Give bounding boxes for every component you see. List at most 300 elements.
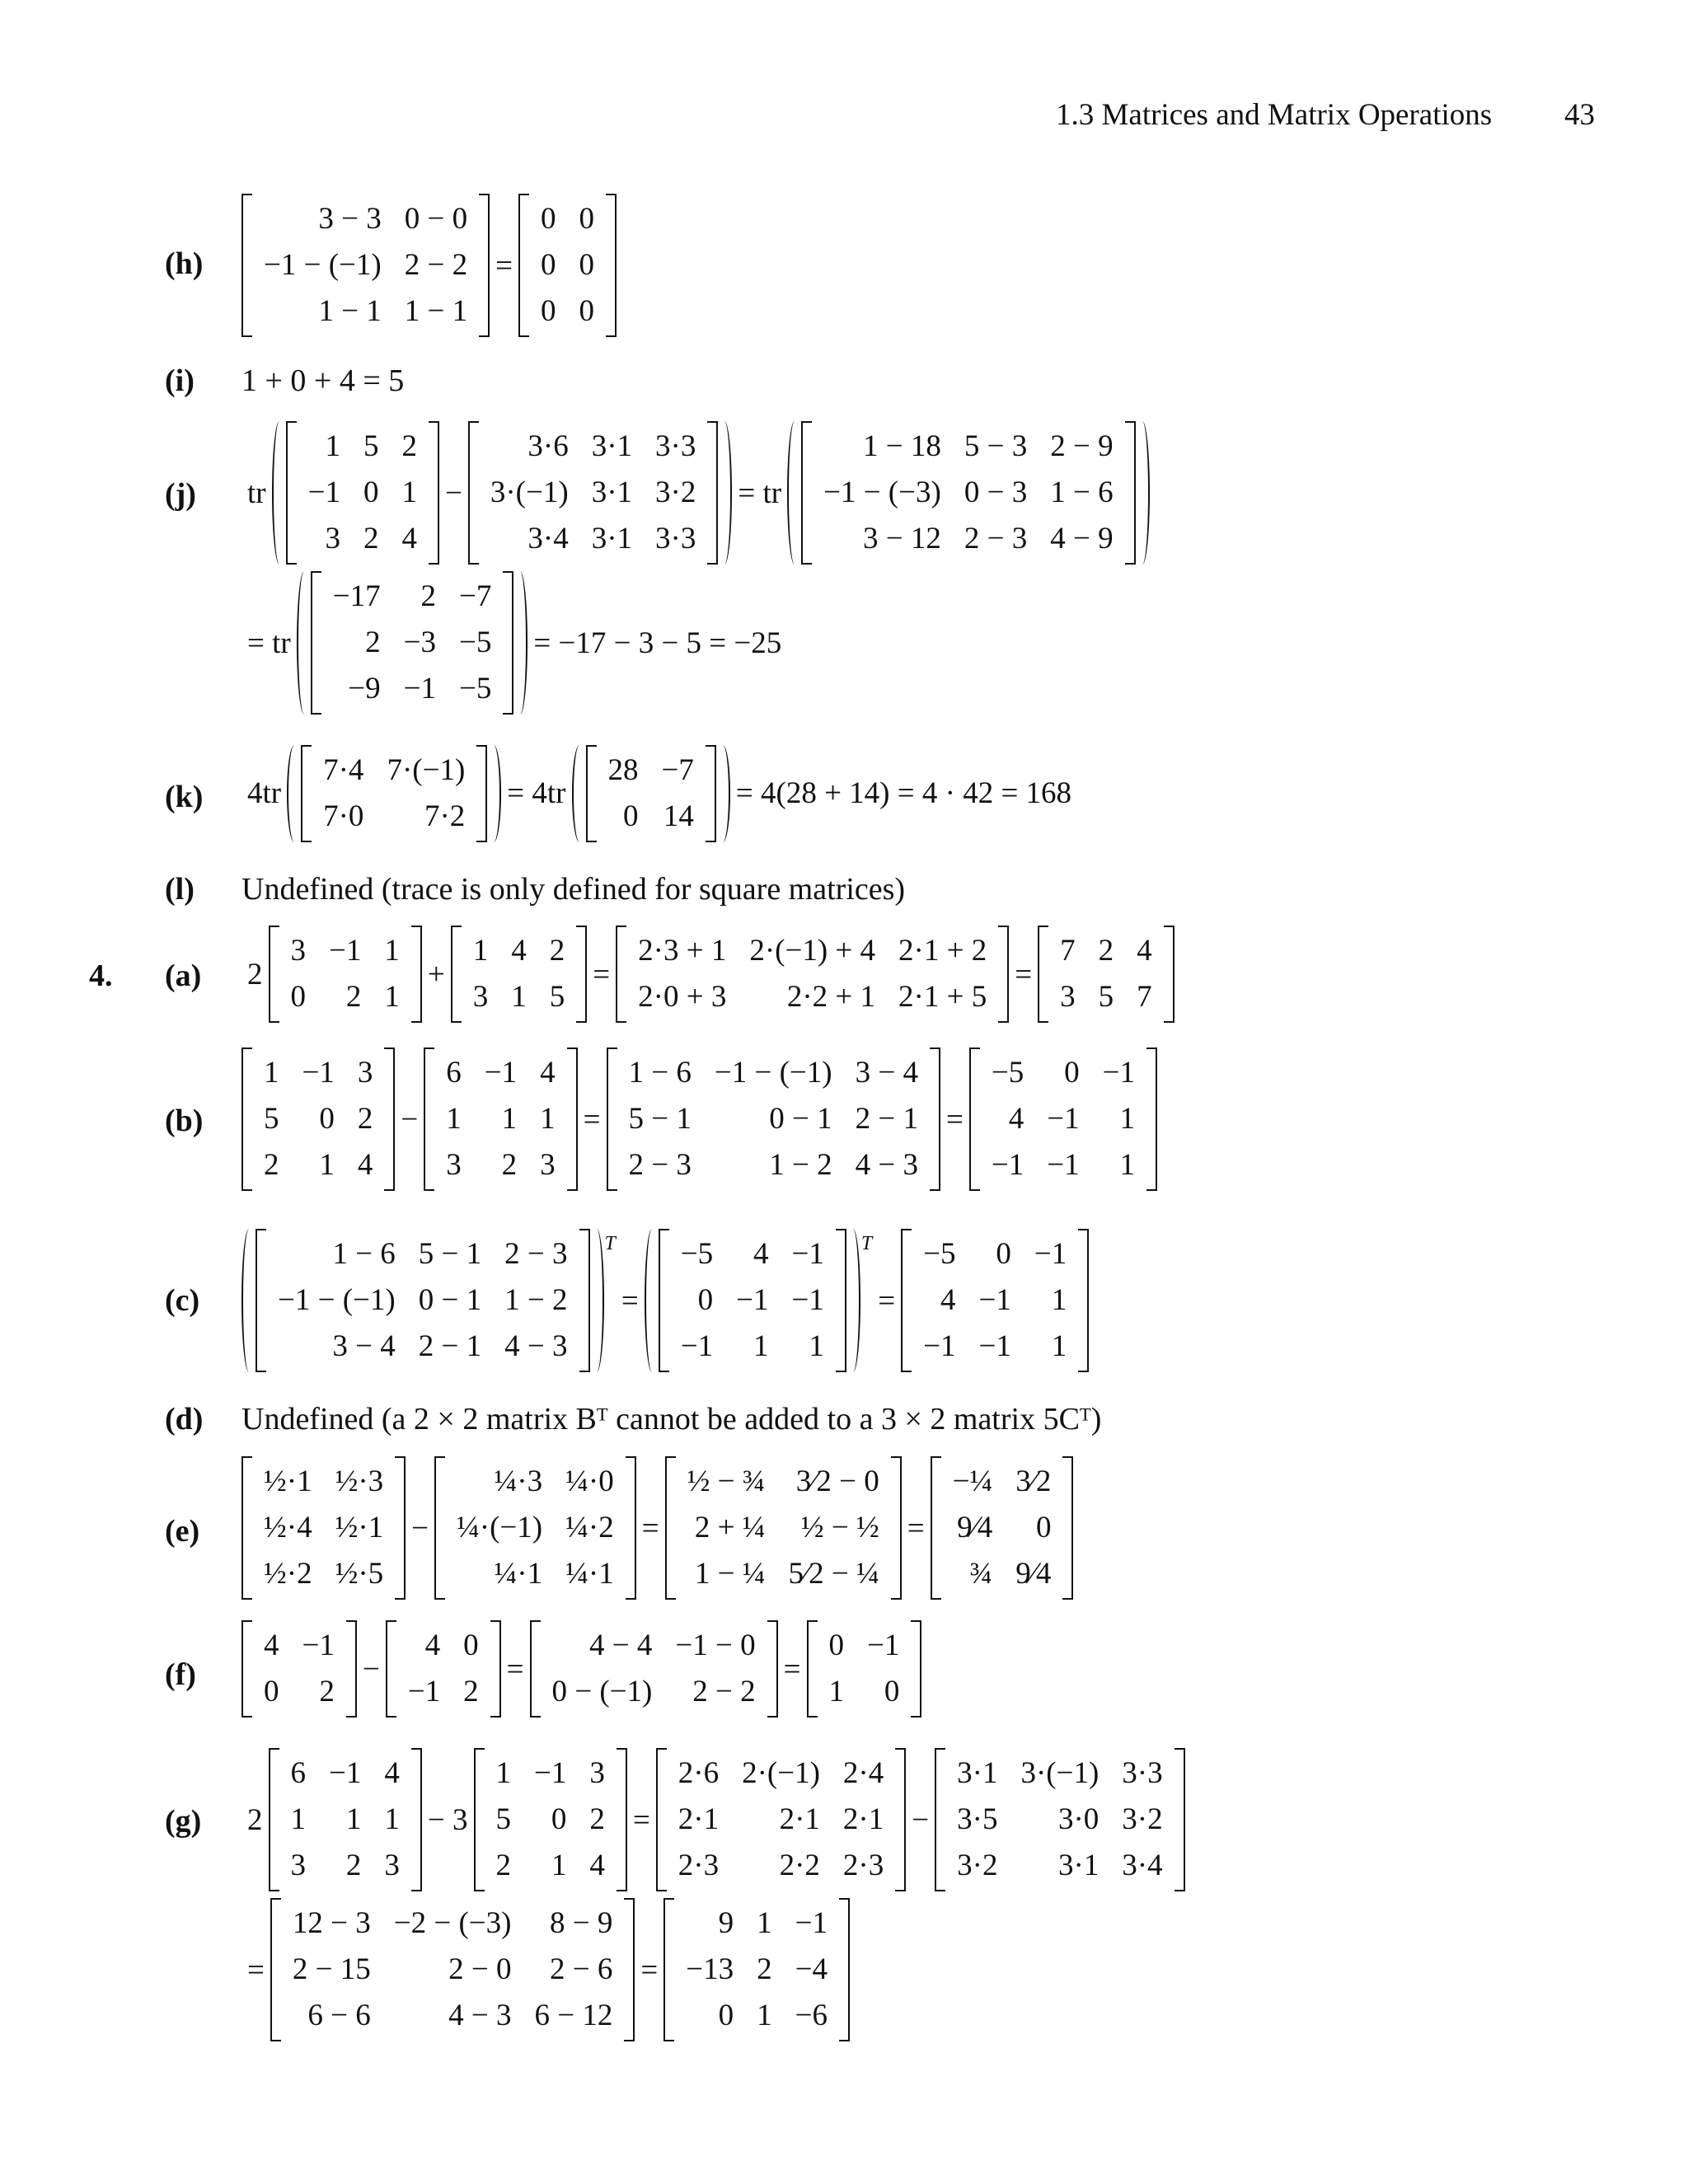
matrix-body xyxy=(617,1050,931,1188)
matrix-body xyxy=(321,574,504,712)
matrix-cell: −1 xyxy=(534,1756,567,1790)
matrix-cell: 0 xyxy=(996,1237,1011,1271)
matrix-row xyxy=(617,1096,931,1142)
problem-number-4: 4. xyxy=(89,958,113,993)
matrix-cell: 1 xyxy=(501,1102,518,1136)
matrix xyxy=(451,926,588,1023)
right-paren xyxy=(720,421,732,565)
matrix-cell: 1 xyxy=(384,934,400,968)
matrix-cell: ½·2 xyxy=(264,1557,312,1591)
matrix-cell: 2·2 + 1 xyxy=(786,980,876,1014)
matrix-cell: 4 − 3 xyxy=(855,1148,918,1182)
matrix-cell: 3·2 xyxy=(957,1849,998,1882)
matrix-cell: 1 xyxy=(446,1102,462,1136)
parenthesized-group xyxy=(297,571,528,715)
matrix-cell: −1 xyxy=(484,1056,518,1090)
matrix-row xyxy=(312,748,476,794)
matrix-row xyxy=(485,1843,617,1889)
operator: 2 xyxy=(247,957,263,991)
matrix-cell: 5 − 1 xyxy=(628,1102,692,1136)
left-paren xyxy=(572,745,584,842)
matrix xyxy=(901,1229,1089,1372)
matrix-cell: −9 xyxy=(348,672,381,705)
matrix-cell: 4 xyxy=(753,1237,769,1271)
operator: = xyxy=(878,1283,896,1318)
matrix-body xyxy=(252,196,479,335)
matrix-row xyxy=(667,1750,896,1797)
matrix-cell: 1 xyxy=(551,1849,567,1882)
matrix-cell: 4 xyxy=(589,1849,605,1882)
paren-content xyxy=(657,1229,848,1372)
right-paren xyxy=(718,745,730,842)
matrix-cell: 2 − 6 xyxy=(550,1952,613,1986)
right-bracket xyxy=(836,1229,846,1372)
left-bracket xyxy=(656,1748,667,1891)
matrix xyxy=(386,1620,501,1718)
matrix-cell: −5 xyxy=(923,1237,956,1271)
matrix-row xyxy=(1048,974,1164,1020)
matrix-cell: 2·4 xyxy=(842,1756,884,1790)
matrix-cell: 3·3 xyxy=(655,522,696,555)
matrix-cell: 5 xyxy=(264,1102,279,1136)
label-4e: (e) xyxy=(165,1514,200,1549)
matrix-row xyxy=(281,1900,625,1947)
matrix-cell: −2 − (−3) xyxy=(393,1906,512,1940)
matrix-cell: 1 xyxy=(345,1802,362,1836)
matrix-row xyxy=(617,1142,931,1188)
left-paren xyxy=(241,1229,254,1372)
matrix xyxy=(269,926,422,1023)
matrix-cell: −5 xyxy=(458,672,492,705)
right-bracket xyxy=(384,1047,395,1191)
matrix xyxy=(586,745,716,842)
matrix xyxy=(434,1456,636,1600)
right-bracket xyxy=(346,1620,357,1718)
transpose-mark: T xyxy=(860,1233,873,1254)
matrix-row xyxy=(266,1324,579,1370)
paren-content xyxy=(799,421,1137,565)
matrix-cell: 3 xyxy=(290,934,306,968)
equation-j-line1 xyxy=(241,425,1150,560)
matrix-cell: 3·1 xyxy=(957,1756,998,1790)
matrix-cell: 3⁄2 xyxy=(1015,1465,1052,1498)
matrix-cell: ½ − ½ xyxy=(800,1511,879,1544)
matrix-cell: 3 xyxy=(472,980,489,1014)
matrix-row xyxy=(529,196,606,242)
operator: − xyxy=(912,1802,930,1837)
matrix xyxy=(969,1047,1157,1191)
operator: = xyxy=(641,1511,659,1545)
matrix-cell: 5 xyxy=(549,980,565,1014)
matrix-row xyxy=(462,928,577,974)
matrix-row xyxy=(279,1797,411,1843)
matrix-row xyxy=(980,1142,1146,1188)
parenthesized-group xyxy=(645,1229,860,1372)
matrix xyxy=(518,194,617,337)
right-bracket xyxy=(411,1748,422,1891)
matrix-cell: 5 − 1 xyxy=(418,1237,482,1271)
matrix-cell: 0 xyxy=(697,1283,714,1317)
matrix-cell: 1 − ¼ xyxy=(694,1557,766,1591)
matrix-cell: 2·6 xyxy=(678,1756,720,1790)
matrix-row xyxy=(667,1797,896,1843)
matrix-body xyxy=(312,748,476,840)
left-bracket xyxy=(241,1047,252,1191)
left-bracket xyxy=(931,1456,941,1600)
matrix-cell: 0 − (−1) xyxy=(551,1675,653,1708)
left-paren xyxy=(297,571,309,715)
left-bracket xyxy=(468,421,479,565)
matrix-body xyxy=(818,1623,912,1715)
equation-4a xyxy=(241,930,1175,1019)
matrix-cell: −1 xyxy=(302,1629,335,1662)
matrix-cell: ½·5 xyxy=(335,1557,384,1591)
label-k: (k) xyxy=(165,780,204,814)
matrix-cell: 1 xyxy=(1119,1148,1135,1182)
matrix-row xyxy=(321,574,504,620)
matrix-cell: 1 xyxy=(290,1802,306,1836)
matrix-cell: 0 xyxy=(363,476,379,509)
matrix-cell: ½·3 xyxy=(335,1465,384,1498)
matrix-cell: 0 xyxy=(541,248,556,282)
left-bracket xyxy=(270,1898,281,2041)
matrix xyxy=(935,1748,1185,1891)
matrix-cell: 4 xyxy=(1008,1102,1025,1136)
right-bracket xyxy=(479,194,490,337)
matrix-cell: 4 xyxy=(424,1629,441,1662)
matrix-cell: 1 − 6 xyxy=(1050,476,1114,509)
matrix-cell: −1 − (−1) xyxy=(278,1283,396,1317)
matrix-cell: 2 xyxy=(495,1849,511,1882)
matrix-cell: 2·(−1) + 4 xyxy=(749,934,876,968)
matrix-cell: −1 xyxy=(329,934,362,968)
matrix-row xyxy=(266,1277,579,1324)
matrix-cell: ¼·0 xyxy=(565,1465,614,1498)
matrix-cell: 4 xyxy=(384,1756,400,1790)
operator: = xyxy=(946,1102,964,1137)
matrix-cell: −1 xyxy=(403,672,436,705)
matrix-cell: −¼ xyxy=(952,1465,993,1498)
operator: − xyxy=(411,1511,429,1545)
left-bracket xyxy=(901,1229,912,1372)
matrix-cell: 2·3 + 1 xyxy=(638,934,727,968)
right-bracket xyxy=(767,1620,778,1718)
matrix xyxy=(269,1748,422,1891)
matrix xyxy=(656,1748,907,1891)
matrix-cell: −1 xyxy=(791,1237,824,1271)
matrix-row xyxy=(297,516,429,562)
equation-4g-line2 xyxy=(241,1902,850,2037)
matrix-cell: 5 − 3 xyxy=(964,429,1028,463)
matrix-body xyxy=(945,1750,1175,1889)
matrix-cell: 0 xyxy=(623,799,639,833)
matrix-row xyxy=(812,424,1125,470)
matrix-row xyxy=(674,1947,839,1993)
matrix-cell: 3 xyxy=(384,1849,400,1882)
matrix xyxy=(241,1620,357,1718)
matrix-cell: 7 xyxy=(1137,980,1152,1014)
matrix-cell: ½ − ¾ xyxy=(687,1465,766,1498)
matrix-cell: 0 − 3 xyxy=(964,476,1028,509)
matrix-cell: 3⁄2 − 0 xyxy=(795,1465,879,1498)
matrix-body xyxy=(676,1459,891,1597)
left-bracket xyxy=(386,1620,396,1718)
running-header-title: 1.3 Matrices and Matrix Operations xyxy=(1056,98,1493,132)
matrix-body xyxy=(485,1750,617,1889)
matrix-cell: −4 xyxy=(795,1952,828,1986)
left-paren xyxy=(287,745,299,842)
matrix-cell: 1 xyxy=(319,1148,335,1182)
matrix-row xyxy=(462,974,577,1020)
matrix xyxy=(530,1620,778,1718)
label-4g: (g) xyxy=(165,1804,202,1839)
left-bracket xyxy=(451,926,462,1023)
matrix-row xyxy=(252,1551,395,1597)
matrix-cell: 2 xyxy=(501,1148,518,1182)
matrix-cell: −1 xyxy=(923,1329,956,1363)
matrix-cell: 0 xyxy=(290,980,306,1014)
matrix-row xyxy=(676,1505,891,1551)
matrix-cell: 7·4 xyxy=(323,752,364,787)
matrix-body xyxy=(462,928,577,1020)
matrix-cell: 4 xyxy=(940,1283,956,1317)
transpose-mark: T xyxy=(604,1233,616,1254)
matrix-cell: 0 xyxy=(319,1102,335,1136)
matrix-cell: 7·0 xyxy=(323,799,364,833)
matrix-cell: 0 xyxy=(264,1675,279,1708)
matrix-cell: −1 xyxy=(329,1756,362,1790)
right-bracket xyxy=(998,926,1009,1023)
matrix-cell: 4 xyxy=(401,522,417,555)
matrix-cell: 3 xyxy=(446,1148,462,1182)
matrix-cell: 6 − 6 xyxy=(307,1999,371,2032)
matrix-cell: 4 xyxy=(1137,934,1152,968)
matrix-cell: 1 xyxy=(809,1329,824,1363)
matrix-row xyxy=(617,1050,931,1096)
matrix-cell: 3 xyxy=(325,522,340,555)
matrix-row xyxy=(980,1096,1146,1142)
matrix-row xyxy=(434,1096,566,1142)
matrix-row xyxy=(266,1231,579,1277)
matrix-cell: −1 xyxy=(1047,1102,1080,1136)
matrix-cell: 7·(−1) xyxy=(387,752,466,787)
equation-4c xyxy=(241,1230,1089,1371)
right-bracket xyxy=(895,1748,906,1891)
left-bracket xyxy=(659,1229,669,1372)
matrix-row xyxy=(252,1623,346,1669)
matrix-cell: 3·5 xyxy=(957,1802,998,1836)
matrix-cell: 0 xyxy=(541,202,556,236)
label-4b: (b) xyxy=(165,1104,204,1138)
matrix xyxy=(807,1620,922,1718)
label-h: (h) xyxy=(165,246,204,281)
matrix-row xyxy=(912,1231,1078,1277)
matrix-row xyxy=(485,1797,617,1843)
matrix-body xyxy=(626,928,998,1020)
matrix-cell: 3·1 xyxy=(591,429,633,463)
matrix-cell: 4 xyxy=(540,1056,556,1090)
matrix-cell: 28 xyxy=(607,752,639,787)
matrix xyxy=(286,421,439,565)
left-bracket xyxy=(607,1047,617,1191)
matrix-cell: 0 xyxy=(884,1675,900,1708)
operator: = 4tr xyxy=(507,776,566,810)
matrix-row xyxy=(980,1050,1146,1096)
matrix-cell: 1 xyxy=(472,934,489,968)
matrix-cell: −1 xyxy=(307,476,340,509)
left-bracket xyxy=(434,1456,445,1600)
matrix-cell: −1 xyxy=(991,1148,1025,1182)
right-bracket xyxy=(839,1898,850,2041)
matrix-cell: 2 + ¼ xyxy=(694,1511,766,1544)
matrix-cell: 0 xyxy=(1035,1511,1052,1544)
matrix-cell: ½·4 xyxy=(264,1511,312,1544)
matrix-cell: ½·1 xyxy=(264,1465,312,1498)
matrix-cell: 0 xyxy=(828,1629,844,1662)
matrix-row xyxy=(818,1669,912,1715)
operator: = tr xyxy=(738,476,782,510)
left-bracket xyxy=(1038,926,1048,1023)
matrix-row xyxy=(281,1993,625,2039)
matrix-cell: −6 xyxy=(795,1999,828,2032)
matrix-cell: 1 xyxy=(757,1999,772,2032)
matrix-cell: 9 xyxy=(718,1906,734,1940)
matrix-cell: 3·0 xyxy=(1057,1802,1100,1836)
right-bracket xyxy=(567,1047,578,1191)
matrix-cell: 2 xyxy=(319,1675,335,1708)
operator: 2 xyxy=(247,1802,263,1837)
matrix-cell: 1 xyxy=(1051,1283,1067,1317)
matrix-row xyxy=(321,666,504,712)
matrix-cell: 1 xyxy=(1051,1329,1067,1363)
matrix-row xyxy=(485,1750,617,1797)
matrix-row xyxy=(434,1050,566,1096)
operator: = −17 − 3 − 5 = −25 xyxy=(533,626,782,660)
matrix-cell: −5 xyxy=(991,1056,1025,1090)
right-bracket xyxy=(911,1620,921,1718)
matrix-cell: 2 − 0 xyxy=(448,1952,512,1986)
matrix-row xyxy=(312,794,476,840)
matrix-cell: 7 xyxy=(1060,934,1076,968)
left-bracket xyxy=(269,926,279,1023)
right-bracket xyxy=(624,1898,635,2041)
equation-i: 1 + 0 + 4 = 5 xyxy=(241,363,405,398)
matrix-row xyxy=(321,620,504,666)
right-bracket xyxy=(1175,1748,1185,1891)
right-bracket xyxy=(395,1456,406,1600)
equation-k xyxy=(241,746,1077,841)
matrix-cell: ¼·1 xyxy=(565,1557,614,1591)
matrix-row xyxy=(912,1277,1078,1324)
matrix-cell: 0 − 0 xyxy=(404,202,468,236)
matrix-cell: 2·1 + 2 xyxy=(898,934,987,968)
left-bracket xyxy=(286,421,297,565)
matrix-cell: 6 − 12 xyxy=(534,1999,613,2032)
matrix-row xyxy=(541,1623,767,1669)
matrix xyxy=(474,1748,627,1891)
matrix-cell: −1 xyxy=(680,1329,714,1363)
matrix-row xyxy=(674,1993,839,2039)
matrix-row xyxy=(252,1096,384,1142)
matrix-body xyxy=(252,1623,346,1715)
matrix-cell: 2 − 3 xyxy=(504,1237,568,1271)
right-bracket xyxy=(617,1748,627,1891)
matrix-row xyxy=(396,1623,490,1669)
matrix-body xyxy=(252,1050,384,1188)
matrix-row xyxy=(676,1459,891,1505)
matrix-cell: ¼·1 xyxy=(494,1557,543,1591)
matrix-cell: 3·4 xyxy=(528,522,569,555)
matrix-cell: 2 − 2 xyxy=(404,248,468,282)
matrix-cell: −1 xyxy=(867,1629,900,1662)
operator: − xyxy=(444,476,462,510)
label-4c: (c) xyxy=(165,1283,200,1318)
label-i: (i) xyxy=(165,363,195,398)
operator: = xyxy=(495,248,513,283)
matrix-cell: 2 xyxy=(420,579,436,613)
matrix xyxy=(931,1456,1074,1600)
matrix-row xyxy=(529,242,606,288)
matrix-row xyxy=(669,1231,836,1277)
right-bracket xyxy=(706,745,716,842)
matrix-row xyxy=(912,1324,1078,1370)
matrix-cell: 4 − 3 xyxy=(504,1329,568,1363)
operator: = tr xyxy=(247,626,291,660)
paren-content xyxy=(584,745,718,842)
matrix-row xyxy=(818,1623,912,1669)
matrix-body xyxy=(812,424,1125,562)
right-bracket xyxy=(490,1620,501,1718)
matrix-row xyxy=(252,1669,346,1715)
paren-content xyxy=(254,1229,592,1372)
matrix-row xyxy=(445,1459,626,1505)
matrix-body xyxy=(529,196,606,335)
left-bracket xyxy=(301,745,312,842)
matrix-row xyxy=(281,1947,625,1993)
right-bracket xyxy=(576,926,587,1023)
matrix-cell: −1 xyxy=(407,1675,441,1708)
matrix-cell: 8 − 9 xyxy=(550,1906,613,1940)
right-bracket xyxy=(626,1456,636,1600)
right-bracket xyxy=(930,1047,940,1191)
left-bracket xyxy=(424,1047,434,1191)
matrix xyxy=(607,1047,941,1191)
matrix-cell: −17 xyxy=(332,579,381,613)
matrix-cell: 1 xyxy=(1119,1102,1135,1136)
matrix-cell: 0 − 1 xyxy=(418,1283,482,1317)
matrix-body xyxy=(1048,928,1164,1020)
text-l: Undefined (trace is only defined for square matrices) xyxy=(241,872,906,907)
matrix-cell: 2 xyxy=(345,1849,362,1882)
matrix-row xyxy=(674,1900,839,1947)
label-4d: (d) xyxy=(165,1402,204,1436)
right-bracket xyxy=(1062,1456,1073,1600)
right-bracket xyxy=(707,421,718,565)
matrix-cell: 0 xyxy=(718,1999,734,2032)
matrix-cell: 1 − 1 xyxy=(404,294,468,328)
equation-4g-line1 xyxy=(241,1752,1185,1887)
matrix-cell: ¼·2 xyxy=(565,1511,614,1544)
text-4d: Undefined (a 2 × 2 matrix Bᵀ cannot be added to a 3 × 2 matrix 5Cᵀ) xyxy=(241,1402,1102,1436)
operator: = xyxy=(1015,957,1033,991)
matrix-body xyxy=(396,1623,490,1715)
matrix-cell: 1 − 1 xyxy=(318,294,382,328)
matrix-row xyxy=(541,1669,767,1715)
parenthesized-group xyxy=(787,421,1150,565)
matrix xyxy=(665,1456,902,1600)
matrix-cell: 2 − 1 xyxy=(855,1102,918,1136)
right-paren xyxy=(489,745,501,842)
